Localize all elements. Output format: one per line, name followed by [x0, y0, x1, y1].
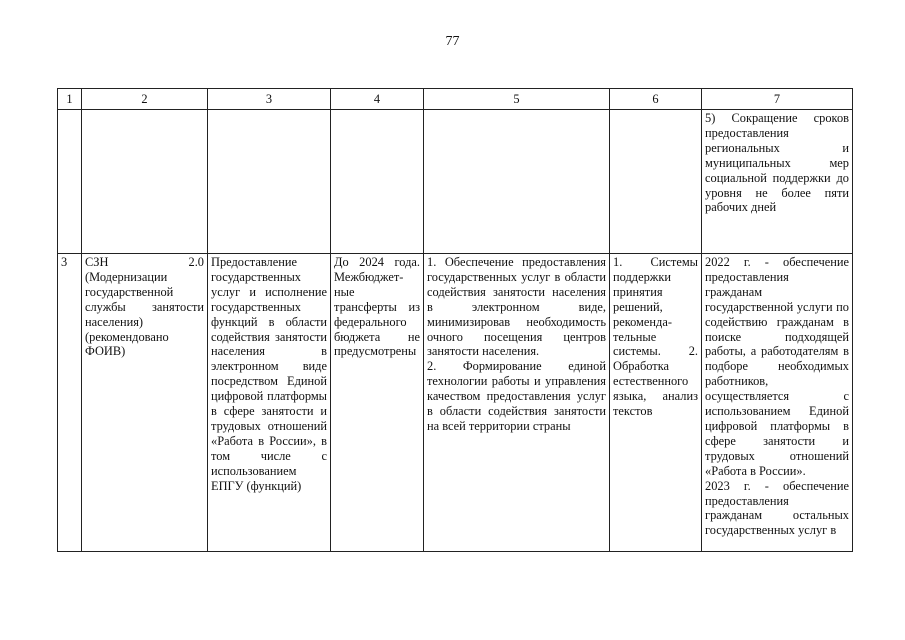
cell-goals: [424, 254, 610, 552]
table-row-continuation: [58, 110, 853, 254]
cell-results: 5) Сокращение сроков предоставления региональных и муниципальных мер социальной поддержки до уровня не более пяти рабочих дней: [702, 110, 853, 254]
header-col-1: 1: [58, 89, 82, 110]
table-row-3: [58, 254, 853, 552]
goal-paragraph-2: 2. Формирование единой технологии работы и управления качеством предоставления услуг в области содействия занятости на всей территории страны: [427, 359, 606, 433]
cell-col-5: [424, 110, 610, 254]
page-number: 77: [445, 34, 460, 49]
cell-deadline-funding: До 2024 года. Межбюджет-ные трансферты из федерального бюджета не предусмотрены: [331, 254, 424, 552]
header-row: [58, 89, 853, 110]
cell-col-1: [58, 110, 82, 254]
cell-col-2: [82, 110, 208, 254]
result-paragraph-2022: 2022 г. - обеспечение предоставления гражданам государственной услуги по содействию гражданам в поиске подходящей работы, а работодателям в подборе необходимых работников, осуществляется с использованием Единой цифровой платформы в сфере занятости и трудовых отношений «Работа в России».: [705, 255, 849, 478]
result-paragraph-2023: 2023 г. - обеспечение предоставления гражданам остальных государственных услуг в: [705, 478, 849, 538]
cell-measure-description: Предоставление государственных услуг и исполнение государственных функций в области содействия занятости населения в электронном виде посредством Единой цифровой платформы в сфере занятости и трудовых отношений «Работа в России», в том числе с использованием ЕПГУ (функций): [208, 254, 331, 552]
measures-table: [57, 88, 853, 552]
header-col-4: 4: [331, 89, 424, 110]
cell-ai-technologies: 1. Системы поддержки принятия решений, рекоменда-тельные системы. 2. Обработка естественного языка, анализ текстов: [610, 254, 702, 552]
cell-col-6: [610, 110, 702, 254]
header-col-2: 2: [82, 89, 208, 110]
header-col-6: 6: [610, 89, 702, 110]
cell-col-4: [331, 110, 424, 254]
cell-col-3: [208, 110, 331, 254]
header-col-3: 3: [208, 89, 331, 110]
cell-project-name: СЗН 2.0 (Модернизации государственной службы занятости населения) (рекомендовано ФОИВ): [82, 254, 208, 552]
header-col-5: 5: [424, 89, 610, 110]
cell-row-number: 3: [58, 254, 82, 552]
cell-expected-results: [702, 254, 853, 552]
goal-paragraph-1: 1. Обеспечение предоставления государственных услуг в области содействия занятости населения в электронном виде, минимизировав необходимость очного посещения центров занятости населения.: [427, 255, 606, 359]
header-col-7: 7: [702, 89, 853, 110]
